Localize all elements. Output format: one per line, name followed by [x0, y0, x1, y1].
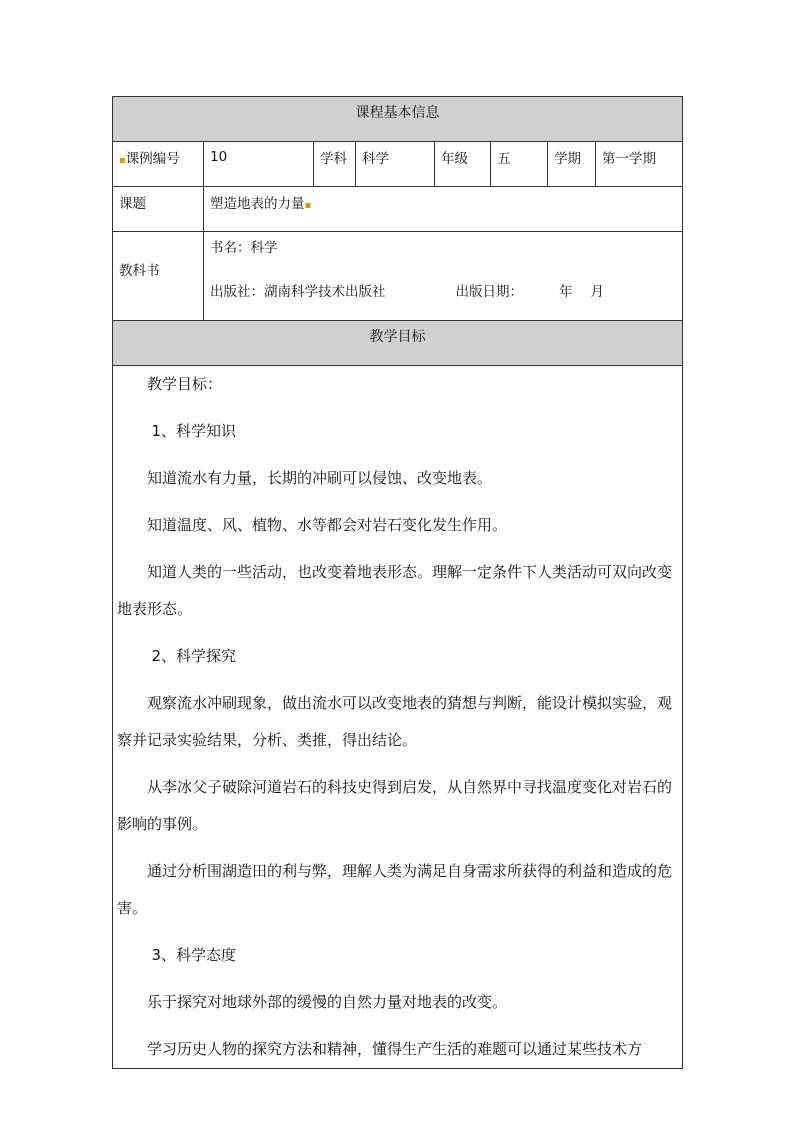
course-info-table	[112, 96, 683, 1069]
pub-month-label: 月	[590, 284, 604, 300]
objectives-header-row	[113, 321, 683, 366]
grade-value: 五	[497, 151, 511, 167]
objective-paragraph: 知道流水有力量，长期的冲刷可以侵蚀、改变地表。	[147, 469, 493, 487]
paragraph-marker-icon: ▪	[304, 200, 312, 211]
lesson-no-label-cell	[113, 142, 204, 187]
textbook-name-line	[204, 232, 682, 276]
textbook-name: 书名：科学	[210, 240, 278, 256]
grade-label: 年级	[441, 151, 468, 167]
term-value-cell	[596, 142, 683, 187]
course-info-header	[113, 97, 683, 142]
objectives-intro: 教学目标：	[147, 375, 223, 393]
course-info-header-text: 课程基本信息	[355, 105, 440, 121]
term-value: 第一学期	[602, 151, 656, 167]
lesson-info-row	[113, 142, 683, 187]
objectives-body-row	[113, 366, 683, 1069]
term-label: 学期	[554, 151, 581, 167]
objectives-header-text: 教学目标	[369, 329, 426, 345]
topic-label-cell	[113, 187, 204, 232]
objective-paragraph: 观察流水冲刷现象，做出流水可以改变地表的猜想与判断，能设计模拟实验，观察并记录实验结果，分析、类推，得出结论。	[117, 694, 673, 749]
section-title-knowledge: 1、科学知识	[151, 422, 237, 440]
pub-date-label: 出版日期：	[455, 284, 523, 300]
objective-paragraph: 通过分析围湖造田的利与弊，理解人类为满足自身需求所获得的利益和造成的危害。	[117, 862, 673, 917]
objective-paragraph: 知道温度、风、植物、水等都会对岩石变化发生作用。	[147, 516, 508, 534]
textbook-row	[113, 232, 683, 321]
lesson-no-value-cell	[204, 142, 314, 187]
topic-value: 塑造地表的力量	[210, 196, 305, 212]
course-info-header-row	[113, 97, 683, 142]
topic-value-cell	[204, 187, 683, 232]
textbook-label-cell	[113, 232, 204, 321]
pub-year-label: 年	[559, 284, 573, 300]
paragraph-marker-icon: ▪	[119, 155, 126, 166]
subject-label-cell	[314, 142, 356, 187]
grade-label-cell	[435, 142, 491, 187]
textbook-info-cell	[204, 232, 683, 321]
subject-value: 科学	[362, 151, 389, 167]
publisher: 出版社：湖南科学技术出版社	[210, 284, 386, 300]
objectives-body	[113, 366, 683, 1069]
term-label-cell	[548, 142, 596, 187]
subject-value-cell	[356, 142, 435, 187]
lesson-no-value: 10	[210, 149, 228, 165]
objectives-header	[113, 321, 683, 366]
subject-label: 学科	[320, 151, 347, 167]
textbook-label: 教科书	[119, 263, 160, 279]
topic-row	[113, 187, 683, 232]
publisher-line	[204, 276, 682, 320]
lesson-no-label: 课例编号	[125, 151, 180, 167]
objective-paragraph: 学习历史人物的探究方法和精神，懂得生产生活的难题可以通过某些技术方	[147, 1040, 643, 1058]
objective-paragraph: 乐于探究对地球外部的缓慢的自然力量对地表的改变。	[147, 993, 508, 1011]
objective-paragraph: 知道人类的一些活动，也改变着地表形态。理解一定条件下人类活动可双向改变地表形态。	[117, 563, 673, 618]
section-title-attitude: 3、科学态度	[151, 946, 237, 964]
grade-value-cell	[491, 142, 548, 187]
objective-paragraph: 从李冰父子破除河道岩石的科技史得到启发，从自然界中寻找温度变化对岩石的影响的事例。	[117, 778, 673, 833]
topic-label: 课题	[119, 196, 146, 212]
section-title-inquiry: 2、科学探究	[151, 647, 237, 665]
